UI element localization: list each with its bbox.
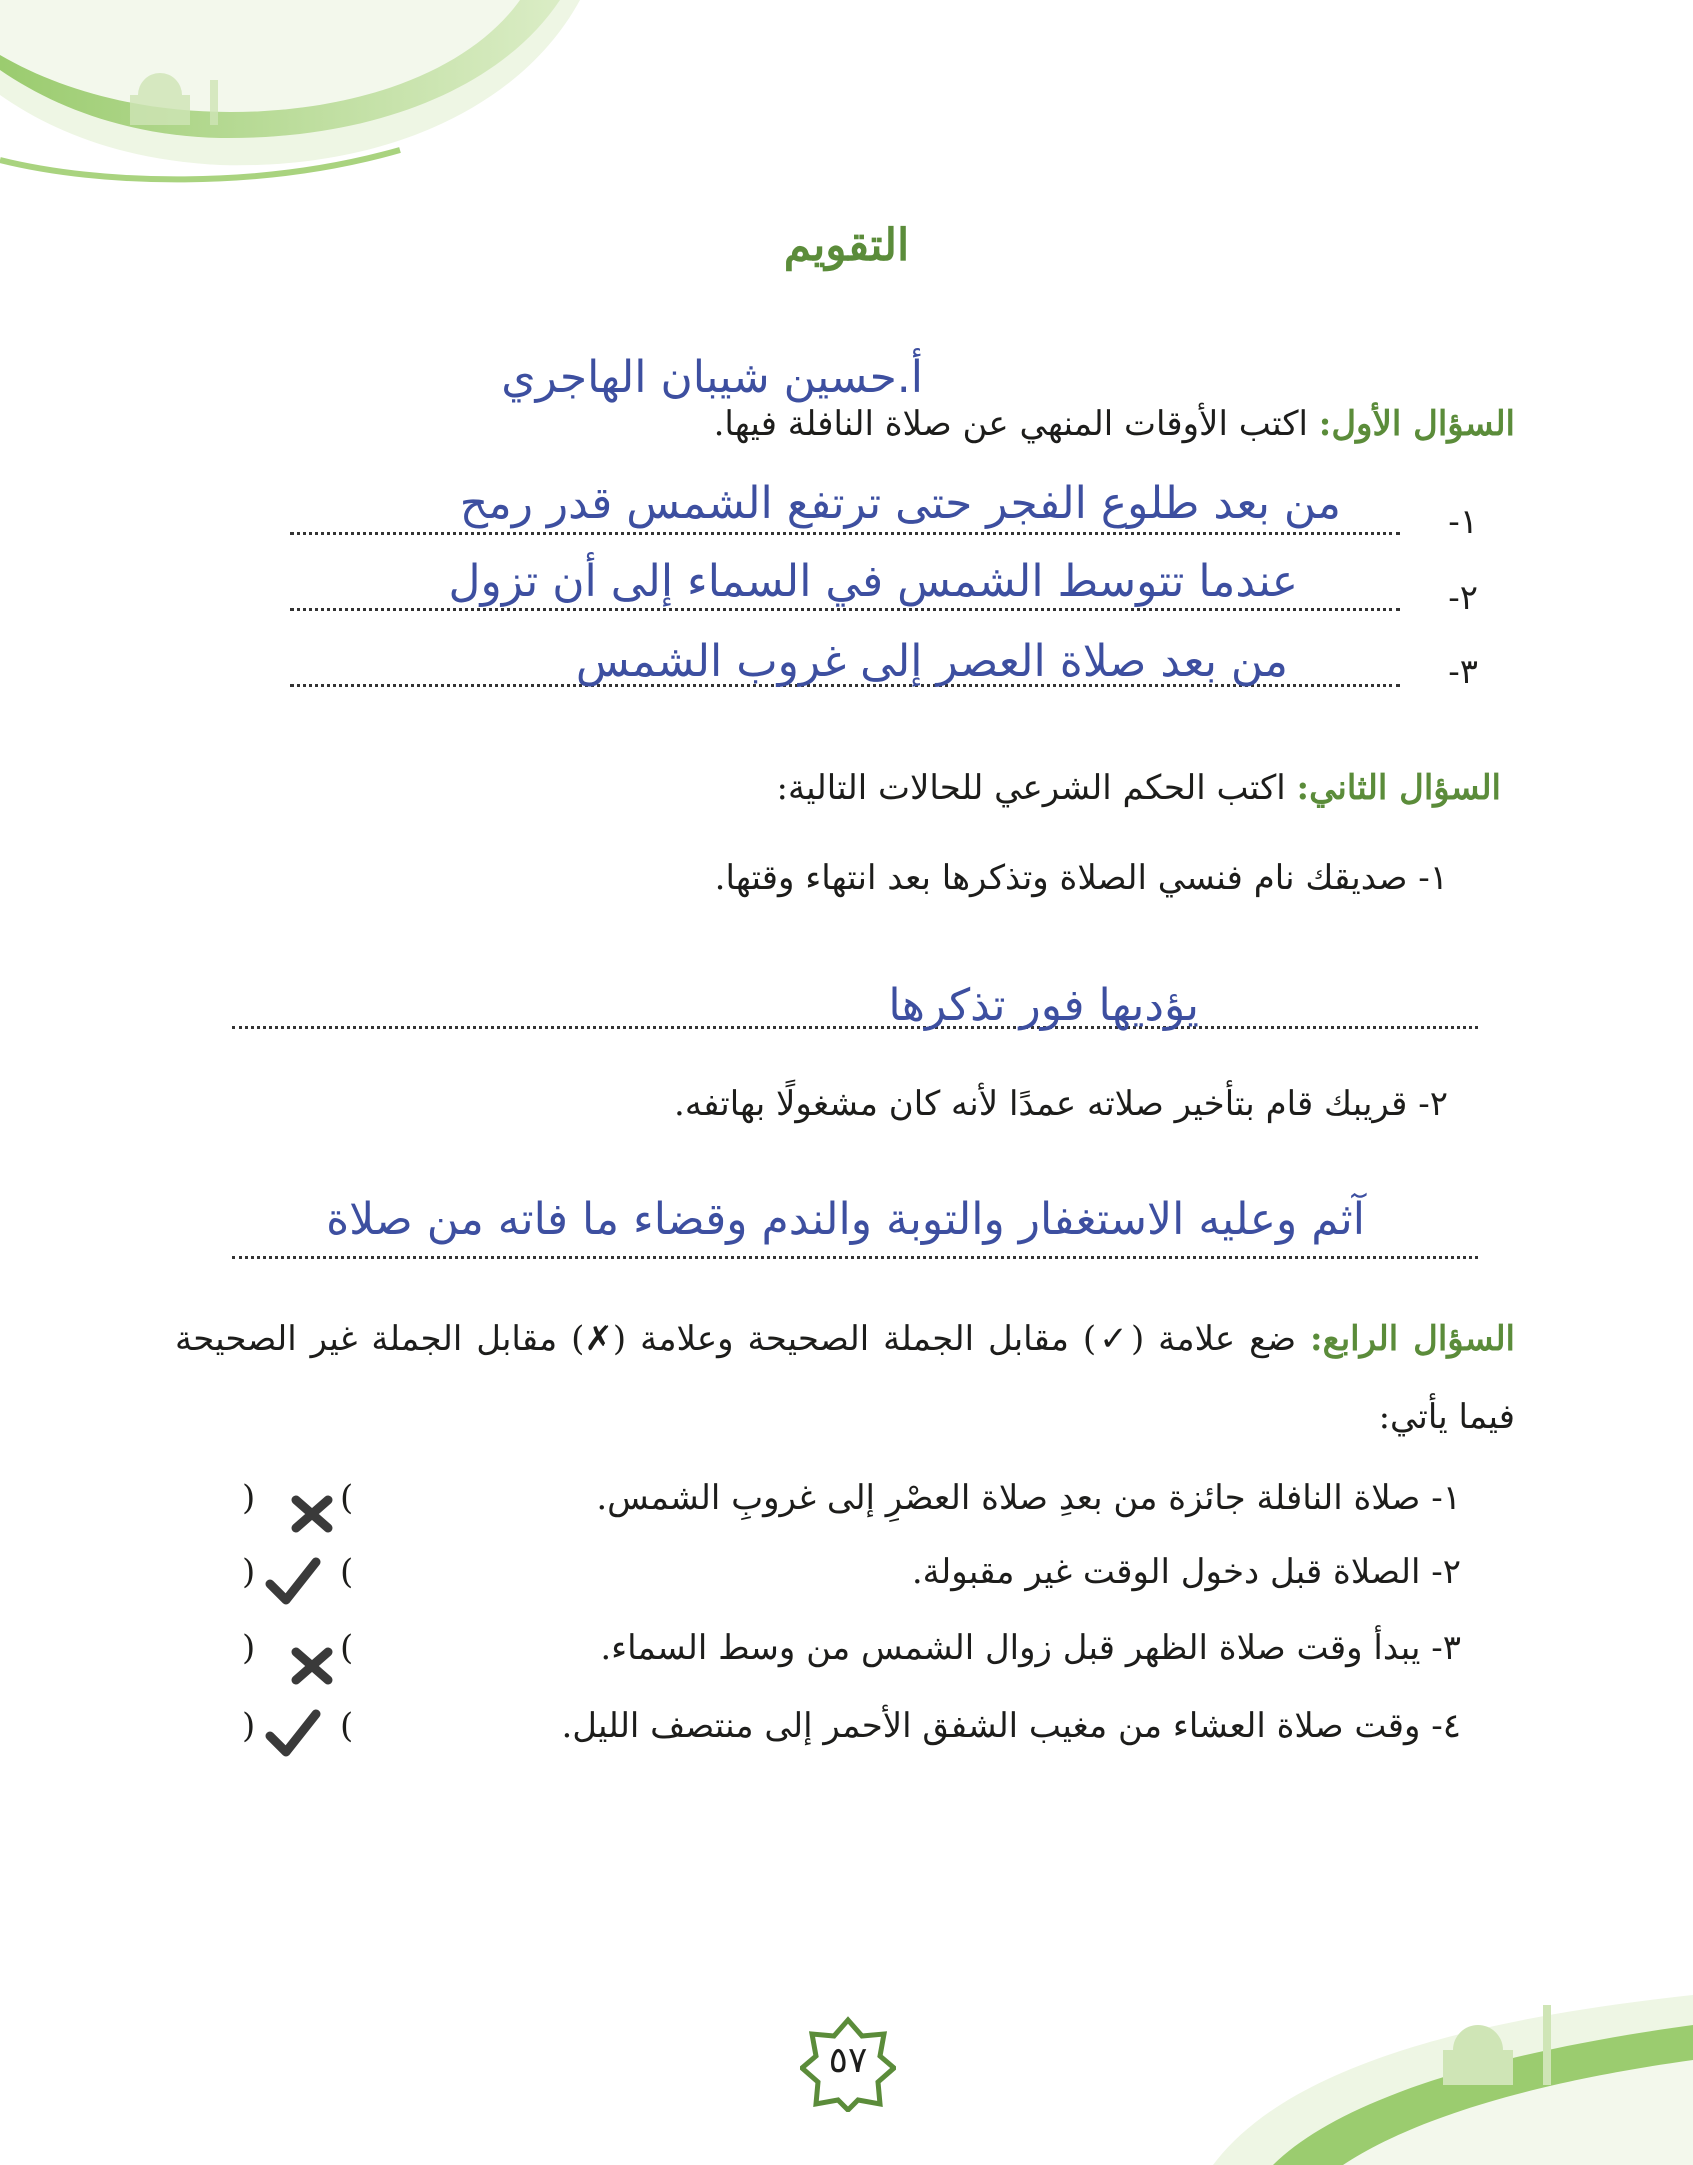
q1-item-3-number: ٣- — [1448, 652, 1478, 692]
check-mark-icon — [264, 1708, 322, 1760]
check-mark-icon — [264, 1556, 322, 1608]
q4-answer-2-paren-close: ) — [340, 1552, 354, 1592]
question-1 — [714, 404, 1515, 444]
cross-mark-icon — [290, 1646, 334, 1686]
q4-answer-4-paren-close: ) — [340, 1706, 354, 1746]
q2-case-1: ١- صديقك نام فنسي الصلاة وتذكرها بعد انتهاء وقتها. — [714, 858, 1448, 898]
q4-answer-3-paren-close: ) — [340, 1628, 354, 1668]
question-4 — [175, 1300, 1515, 1456]
author-name: أ.حسين شيبان الهاجري — [501, 352, 923, 403]
page-number: ٥٧ — [828, 2040, 868, 2081]
q4-answer-1-paren-open: ( — [242, 1478, 256, 1518]
page-title: التقويم — [783, 220, 910, 271]
q2-case-2-line — [232, 1256, 1478, 1259]
q1-item-3-answer: من بعد صلاة العصر إلى غروب الشمس — [575, 636, 1288, 687]
q4-answer-4-paren-open: ( — [242, 1706, 256, 1746]
q4-answer-3-paren-open: ( — [242, 1628, 256, 1668]
q2-case-1-answer: يؤديها فور تذكرها — [888, 980, 1199, 1031]
q1-item-2-answer: عندما تتوسط الشمس في السماء إلى أن تزول — [448, 556, 1298, 607]
q4-statement-4: ٤- وقت صلاة العشاء من مغيب الشفق الأحمر إلى منتصف الليل. — [561, 1706, 1461, 1746]
q4-statement-2: ٢- الصلاة قبل دخول الوقت غير مقبولة. — [911, 1552, 1461, 1592]
question-1-label: السؤال الأول: — [1318, 404, 1515, 444]
q4-answer-2-paren-open: ( — [242, 1552, 256, 1592]
q1-item-2-line — [290, 608, 1400, 611]
bottom-corner-ornament — [1213, 1965, 1693, 2165]
q1-item-2-number: ٢- — [1448, 578, 1478, 618]
q2-case-2: ٢- قريبك قام بتأخير صلاته عمدًا لأنه كان مشغولًا بهاتفه. — [674, 1084, 1448, 1124]
question-1-text: اكتب الأوقات المنهي عن صلاة النافلة فيها. — [713, 404, 1319, 444]
q1-item-1-answer: من بعد طلوع الفجر حتى ترتفع الشمس قدر رمح — [459, 478, 1341, 529]
q4-answer-1-paren-close: ) — [340, 1478, 354, 1518]
q4-statement-1: ١- صلاة النافلة جائزة من بعدِ صلاة العصْرِ إلى غروبِ الشمس. — [596, 1478, 1461, 1518]
q1-item-1-line — [290, 532, 1400, 535]
question-4-label: السؤال الرابع: — [1310, 1319, 1515, 1359]
q4-statement-3: ٣- يبدأ وقت صلاة الظهر قبل زوال الشمس من وسط السماء. — [600, 1628, 1461, 1668]
question-2-label: السؤال الثاني: — [1296, 768, 1501, 808]
q1-item-1-number: ١- — [1448, 502, 1478, 542]
question-2-text: اكتب الحكم الشرعي للحالات التالية: — [776, 768, 1297, 808]
q2-case-2-answer: آثم وعليه الاستغفار والتوبة والندم وقضاء ما فاته من صلاة — [326, 1194, 1365, 1245]
question-2 — [776, 768, 1501, 808]
cross-mark-icon — [290, 1494, 334, 1534]
q2-case-1-line — [232, 1026, 1478, 1029]
question-4-text: ضع علامة (✓) مقابل الجملة الصحيحة وعلامة (✗) مقابل الجملة غير الصحيحة فيما يأتي: — [175, 1319, 1515, 1437]
top-corner-ornament — [0, 0, 600, 190]
